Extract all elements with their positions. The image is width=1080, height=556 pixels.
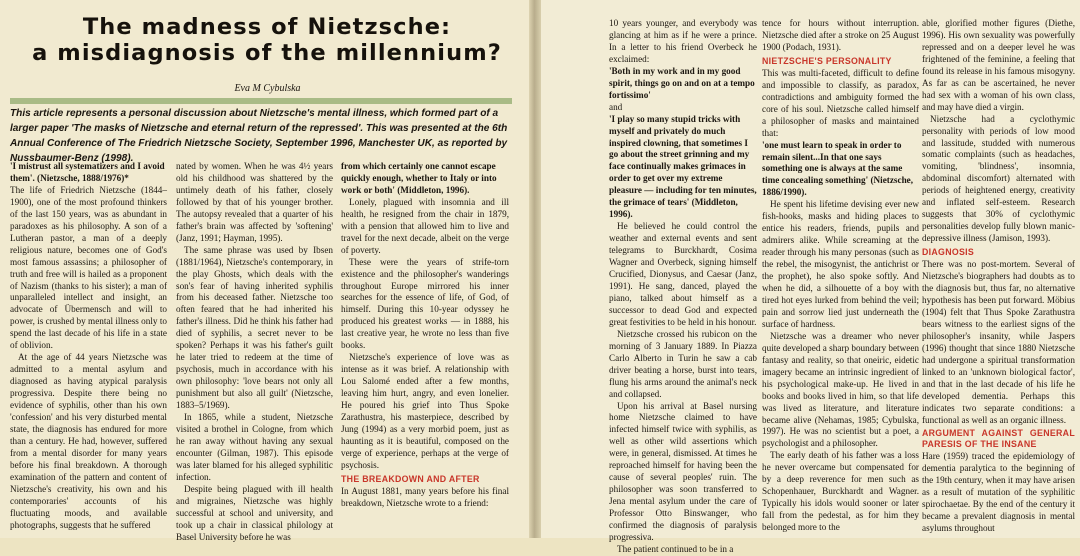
section-heading: THE BREAKDOWN AND AFTER [341, 473, 480, 484]
abstract: This article represents a personal discussion about Nietzsche's mental illness, which formed part of a larger paper 'The masks of Nietzsche and eternal return of the repressed'. This was presented at the 6th Annual Conference of The Friedrich Nietzsche Society, September 1996, Manchester UK, as reported by Nussbaumer-Benz (1998). [10, 108, 508, 164]
paragraph: Nietzsche crossed his rubicon on the morning of 3 January 1889. In Piazza Carlo Alberto in Turin he saw a cab driver beating a horse, burst into tears, flung his arms around the animal's neck and collapsed. [609, 328, 757, 399]
section-heading: NIETZSCHE'S PERSONALITY [762, 55, 892, 66]
paragraph: Lonely, plagued with insomnia and ill health, he resigned from the chair in 1879, with a pension that allowed him to live and travel for the next decade, albeit on the verge of poverty. [341, 196, 509, 255]
paragraph: able, glorified mother figures (Diethe, 1996). His own sexuality was powerfully repressed and on a deeper level he was frightened of the feminine, a feeling that found its release in his famous misogyny. As far as can be ascertained, he never had sex with a woman of his own class, and may have died a virgin. [922, 18, 1075, 112]
paragraph: The early death of his father was a loss he never overcame but compensated for by a deep reverence for men such as Schopenhauer, Burckhardt and Wagner. Typically his idols would sooner or later fall from the pedestal, as for him they belonged more to the [762, 450, 919, 533]
paragraph: Hare (1959) traced the epidemiology of dementia paralytica to the beginning of the 19th century, when it may have arisen as a result of mutation of the syphilitic spirochaetae. By the end of the century it became a prevalent diagnosis in mental asylums throughout [922, 451, 1075, 534]
paragraph: He spent his lifetime devising ever new fish-hooks, masks and hiding places to entice his readers, friends, pupils and admirers alike. While screaming at the reader through his many personas (such as the rebel, the misogynist, the antichrist or the prophet), he also spoke softly. And when he did, a silhouette of a boy with tired hot eyes lurked from behind the veil; pain and sorrow lied just underneath the surface of hardness. [762, 199, 919, 329]
paragraph: He believed he could control the weather and external events and sent telegrams to Burckhardt, Cosima Wagner and Overbeck, signing himself Crucified, Dionysus, and Caesar (Janz, 1991). He sang, danced, played the piano, talked about himself as a successor to dead God and expected great festivities to be held in his honour. [609, 221, 757, 327]
green-divider [10, 98, 512, 104]
body-column-5 [762, 18, 919, 538]
body-column-4 [609, 18, 757, 554]
paragraph: Despite being plagued with ill health and migraines, Nietzsche was highly successful at school and university, and took up a chair in classical philology at Basel University before he was [176, 483, 333, 542]
paragraph: 10 years younger, and everybody was glancing at him as if he were a prince. In a letter to his friend Overbeck he exclaimed: [609, 18, 757, 64]
paragraph: from which certainly one cannot escape quickly enough, whether to Italy or into work or both' (Middleton, 1996). [341, 161, 497, 195]
paragraph: The patient continued to be in a [617, 543, 734, 554]
paragraph: and [609, 101, 623, 112]
paragraph: 'one must learn to speak in order to remain silent...In that one says something one is always at the same time concealing something' (Nietzsche, 1886/1990). [762, 139, 914, 198]
paragraph: There was no post-mortem. Several of Nietzsche's biographers had doubts as to the diagnosis but, thus far, no alternative hypothesis has been put forward. Möbius (1904) felt that Thus Spoke Zarathustra bears witness to the earliest signs of the philosopher's insanity, while Jaspers (1996) thought that since 1880 Nietzsche had undergone a spiritual transformation linked to an 'unknown biological factor', and that in the last decade of his life he developed dementia. Perhaps this indicates two separate conditions: a functional as well as an organic illness. [922, 259, 1075, 425]
body-column-6 [922, 18, 1075, 538]
section-heading: ARGUMENT AGAINST GENERAL PARESIS OF THE INSANE [922, 428, 1075, 450]
paragraph: The same phrase was used by Ibsen (1881/1964), Nietzsche's contemporary, in the play Ghosts, which deals with the son's fear of having inherited syphilis from his deceased father. Nietzsche too often feared that he had inherited his father's illness. Did he think his father had died of syphilis, a secret never to be spoken? Perhaps it was his father's guilt he later tried to redeem at the time of psychosis, much in accordance with his own philosophy: 'love bears not only all punishment but also all guilt' (Nietzsche, 1883–5/1969). [176, 244, 333, 411]
body-column-2 [176, 161, 333, 542]
section-heading: DIAGNOSIS [922, 247, 975, 258]
title-line-1: The madness of Nietzsche: [82, 14, 452, 40]
author-name: Eva M Cybulska [234, 83, 301, 94]
right-page [535, 0, 1080, 554]
paragraph: In August 1881, many years before his final breakdown, Nietzsche wrote to a friend: [341, 485, 509, 508]
body-column-3 [341, 161, 509, 538]
paragraph: 'I play so many stupid tricks with myself and privately do much inspired clowning, that sometimes I go about the street grinning and my face continually makes grimaces in order to get over my extreme pleasure — including for ten minutes, the grimace of tears' (Middleton, 1996). [609, 113, 757, 220]
paragraph: 'I mistrust all systematizers and I avoid them'. (Nietzsche, 1888/1976)* [10, 161, 165, 183]
paragraph: 'Both in my work and in my good spirit, things go on and on at a tempo fortissimo' [609, 65, 755, 100]
paragraph: The life of Friedrich Nietzsche (1844–1900), one of the most profound thinkers of the last 150 years, was as abundant in paradoxes as his philosophy. A son of a Lutheran pastor, a man of a deeply religious nature, becomes one of God's most famous assassins; a philosopher of truth and free will is hailed as a proponent of Nazism (thanks to his sister); a man of unparalleled intellect and insight, an advocate of Übermensch and will to power, is crushed by mental illness only to spend the last decade of his life in a state of oblivion. [10, 184, 167, 351]
paragraph: These were the years of strife-torn existence and the philosopher's wanderings throughout Europe mirrored his inner searches for the essence of life, of God, of himself. During this 10-year odyssey he produced his greatest works — in 1888, his last creative year, he wrote no less than five books. [341, 256, 509, 351]
paragraph: In 1865, while a student, Nietzsche visited a brothel in Cologne, from which he ran away without having any sexual encounter (Gilman, 1987). This episode was later blamed for his alleged syphilitic infection. [176, 412, 333, 482]
paragraph: At the age of 44 years Nietzsche was admitted to a mental asylum and diagnosed as having atypical paralysis progressiva. Despite there being no evidence of syphilis, other than his own 'confession' and his very disturbed mental state, the diagnosis has endured for more than a century. He had, however, suffered from a mental disorder for many years before his final breakdown. A thorough examination of the pattern and content of Nietzsche's creativity, his own and his contemporaries' accounts of his fluctuating moods, and available photographs, suggests that he suffered [10, 352, 167, 530]
title-line-2: a misdiagnosis of the millennium? [32, 40, 502, 66]
left-page [0, 0, 535, 542]
article-title [32, 14, 502, 66]
paragraph: nated by women. When he was 4½ years old his childhood was shattered by the untimely death of his father, closely followed by that of his younger brother. The autopsy revealed that a quarter of his father's brain was affected by 'softening' (Janz, 1991; Hayman, 1995). [176, 161, 333, 243]
body-column-1 [10, 161, 167, 538]
paragraph: Nietzsche's experience of love was as intense as it was brief. A relationship with Lou Salomé ended after a few months, leaving him hurt, angry, and even lonelier. He poured his grief into Thus Spoke Zarathustra, his masterpiece, described by Jung (1994) as a very morbid poem, just as haunting as it is beautiful, composed on the verge of experience, perhaps at the verge of psychosis. [341, 352, 509, 470]
paragraph: Nietzsche was a dreamer who never quite developed a sharp boundary between fantasy and reality, so that oneiric, eidetic imagery became an intrinsic ingredient of his psychological make-up. He lived in books and books lived in him, so that life was lived as literature, and literature became alive (Nehamas, 1985; Cybulska, 1997). He was no scientist but a poet, a psychologist and a philosopher. [762, 330, 919, 449]
paragraph: Nietzsche had a cyclothymic personality with periods of low mood and lassitude, studded with numerous somatic complaints (such as headaches, vomiting, 'blindness', insomnia, abdominal discomfort) alternated with periods of heightened energy, creativity and inflated self-esteem. Research suggests that 30% of cyclothymic personalities develop fully blown manic-depressive illness (Jamison, 1993). [922, 113, 1075, 244]
paragraph: Upon his arrival at Basel nursing home Nietzsche claimed to have infected himself twice with syphilis, as well as other wild assertions which were, in general, dismissed. At times he reproached himself for having been the cause of several peoples' ruin. The philosopher was soon transferred to Jena mental asylum under the care of Professor Otto Binswanger, who confirmed the diagnosis of paralysis progressiva. [609, 400, 757, 542]
book-gutter [529, 0, 541, 538]
paragraph: This was multi-faceted, difficult to define and impossible to classify, as paradox, contradictions and ambiguity formed the core of his soul. Nietzsche called himself a philosopher of masks and maintained that: [762, 67, 919, 138]
paragraph: tence for hours without interruption. Nietzsche died after a stroke on 25 August 1900 (Podach, 1931). [762, 18, 919, 52]
